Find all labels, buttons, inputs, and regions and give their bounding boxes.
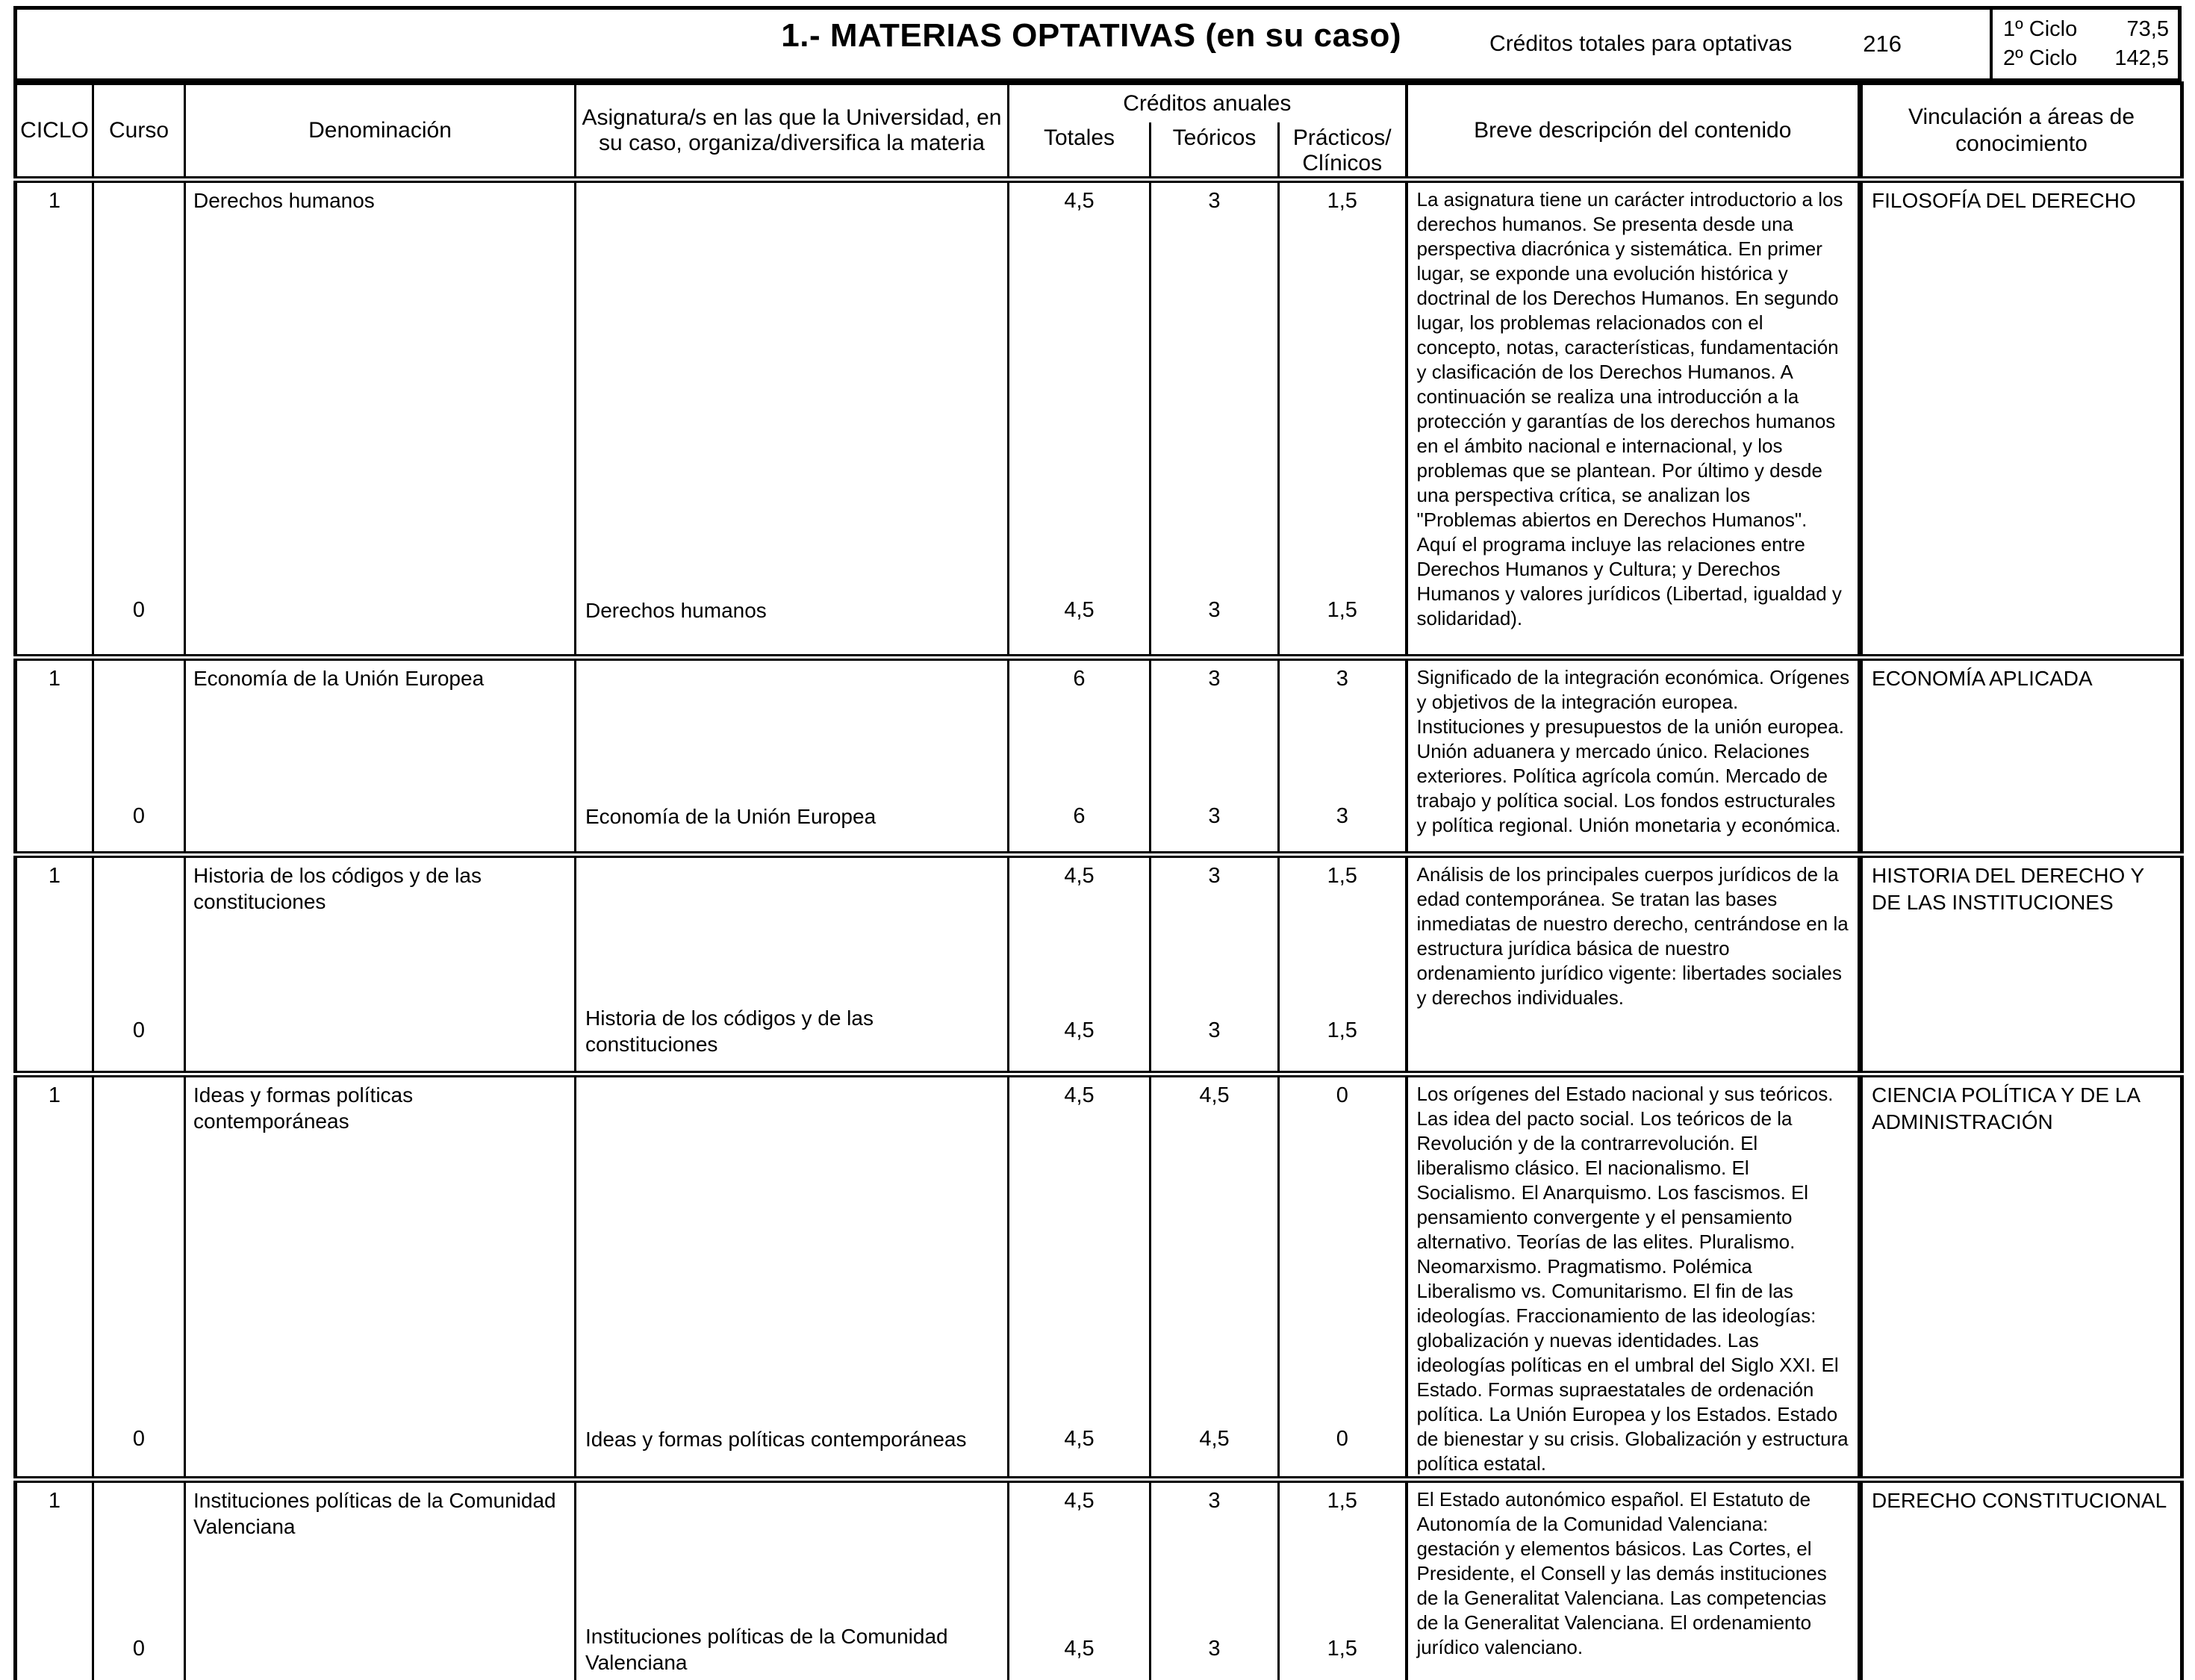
optativas-table (13, 81, 2184, 1680)
teoricos-cell: 3 (1151, 1479, 1279, 1612)
ciclo-cell: 1 (16, 1074, 93, 1403)
vinculacion-cell: ECONOMÍA APLICADA (1861, 657, 2182, 854)
curso-cell: 0 (93, 567, 185, 657)
curso-cell: 0 (93, 1612, 185, 1680)
cycle1-row (2003, 17, 2169, 42)
col-header-totales: Totales (1009, 122, 1151, 180)
descripcion-cell: El Estado autonómico español. El Estatuto de Autonomía de la Comunidad Valenciana: gestación y elementos básicos. Las Cortes, el Presidente, el Consell y las demás instituciones de la Generalitat Valenciana. Las competencias de la Generalitat Valenciana. El ordenamiento jurídico valenciano. (1407, 1479, 1861, 1680)
cycle2-row (2003, 46, 2169, 71)
col-header-curso: Curso (93, 84, 185, 180)
col-header-descripcion: Breve descripción del contenido (1407, 84, 1861, 180)
totales-cell: 4,5 (1009, 1403, 1151, 1479)
ciclo-cell: 1 (16, 1479, 93, 1612)
col-header-vinculacion: Vinculación a áreas de conocimiento (1861, 84, 2182, 180)
practicos-cell: 1,5 (1279, 179, 1407, 567)
col-header-practicos: Prácticos/ Clínicos (1279, 122, 1407, 180)
teoricos-cell: 3 (1151, 1612, 1279, 1680)
ciclo-cell: 1 (16, 657, 93, 783)
cycle1-value: 73,5 (2126, 17, 2169, 41)
vinculacion-cell: DERECHO CONSTITUCIONAL (1861, 1479, 2182, 1680)
totales-cell: 4,5 (1009, 992, 1151, 1074)
cycle1-label: 1º Ciclo (2003, 17, 2078, 41)
asignatura-cell: Historia de los códigos y de las constituciones (576, 992, 1009, 1074)
denominacion-cell: Economía de la Unión Europea (185, 657, 576, 783)
vinculacion-cell: CIENCIA POLÍTICA Y DE LA ADMINISTRACIÓN (1861, 1074, 2182, 1479)
totales-cell: 4,5 (1009, 567, 1151, 657)
cycle-credits-box (1990, 10, 2178, 78)
col-header-creditos-anuales: Créditos anuales (1009, 84, 1407, 122)
curso-cell-empty (93, 179, 185, 567)
asignatura-cell-empty (576, 179, 1009, 567)
materia-row (16, 854, 2182, 992)
practicos-cell: 3 (1279, 783, 1407, 854)
materia-row (16, 1074, 2182, 1403)
materia-row (16, 1479, 2182, 1612)
materia-row (16, 657, 2182, 783)
totales-cell: 4,5 (1009, 1612, 1151, 1680)
asignatura-cell: Derechos humanos (576, 567, 1009, 657)
teoricos-cell: 3 (1151, 179, 1279, 567)
teoricos-cell: 4,5 (1151, 1074, 1279, 1403)
teoricos-cell: 3 (1151, 992, 1279, 1074)
vinculacion-cell: HISTORIA DEL DERECHO Y DE LAS INSTITUCIONES (1861, 854, 2182, 1074)
asignatura-cell: Instituciones políticas de la Comunidad Valenciana (576, 1612, 1009, 1680)
denominacion-cell: Instituciones políticas de la Comunidad Valenciana (185, 1479, 576, 1612)
col-header-teoricos: Teóricos (1151, 122, 1279, 180)
practicos-cell: 1,5 (1279, 567, 1407, 657)
teoricos-cell: 3 (1151, 854, 1279, 992)
teoricos-cell: 3 (1151, 783, 1279, 854)
descripcion-cell: Los orígenes del Estado nacional y sus teóricos. Las idea del pacto social. Los teóricos de la Revolución y de la contrarrevolución. El liberalismo clásico. El nacionalismo. El Socialismo. El Anarquismo. Los fascismos. El pensamiento convergente y el pensamiento alternativo. Teorías de las elites. Pluralismo. Neomarxismo. Pragmatismo. Polémica Liberalismo vs. Comunitarismo. El fin de las ideologías. Fraccionamiento de las ideologías: globalización y nuevas identidades. Las ideologías políticas en el umbral del Siglo XXI. El Estado. Formas supraestatales de ordenación política. La Unión Europea y los Estados. Estado de bienestar y su crisis. Globalización y estructura política estatal. (1407, 1074, 1861, 1479)
descripcion-cell: Significado de la integración económica. Orígenes y objetivos de la integración europea. Instituciones y presupuestos de la unión europea. Unión aduanera y mercado único. Relaciones exteriores. Política agrícola común. Mercado de trabajo y política social. Los fondos estructurales y política regional. Unión monetaria y económica. (1407, 657, 1861, 854)
descripcion-cell: Análisis de los principales cuerpos jurídicos de la edad contemporánea. Se tratan las bases inmediatas de nuestro derecho, centrándose en la estructura jurídica básica de nuestro ordenamiento jurídico vigente: libertades sociales y derechos individuales. (1407, 854, 1861, 1074)
cycle2-value: 142,5 (2114, 46, 2169, 70)
practicos-cell: 0 (1279, 1403, 1407, 1479)
totales-cell: 4,5 (1009, 854, 1151, 992)
curso-cell: 0 (93, 1403, 185, 1479)
asignatura-cell: Economía de la Unión Europea (576, 783, 1009, 854)
scanned-curriculum-sheet (13, 6, 2182, 1680)
descripcion-cell: La asignatura tiene un carácter introductorio a los derechos humanos. Se presenta desde una perspectiva diacrónica y sistemática. En primer lugar, se exponde una evolución histórica y doctrinal de los Derechos Humanos. En segundo lugar, los problemas relacionados con el concepto, notas, características, fundamentación y clasificación de los Derechos Humanos. A continuación se realiza una introducción a la protección y garantías de los derechos humanos en el ámbito nacional e internacional, y los problemas que se plantean. Por último y desde una perspectiva crítica, se analizan los "Problemas abiertos en Derechos Humanos". Aquí el programa incluye las relaciones entre Derechos Humanos y Cultura; y Derechos Humanos y valores jurídicos (Libertad, igualdad y solidaridad). (1407, 179, 1861, 657)
practicos-cell: 1,5 (1279, 854, 1407, 992)
col-header-ciclo: CICLO (16, 84, 93, 180)
title-bar (13, 6, 2182, 82)
credits-total-value: 216 (1863, 31, 1902, 57)
asignatura-cell: Ideas y formas políticas contemporáneas (576, 1403, 1009, 1479)
practicos-cell: 1,5 (1279, 1479, 1407, 1612)
teoricos-cell: 4,5 (1151, 1403, 1279, 1479)
header-row-1 (16, 84, 2182, 122)
denominacion-cell: Historia de los códigos y de las constituciones (185, 854, 576, 992)
totales-cell: 6 (1009, 657, 1151, 783)
denominacion-cell: Ideas y formas políticas contemporáneas (185, 1074, 576, 1403)
ciclo-cell: 1 (16, 854, 93, 992)
col-header-asignatura: Asignatura/s en las que la Universidad, en su caso, organiza/diversifica la materia (576, 84, 1009, 180)
totales-cell: 6 (1009, 783, 1151, 854)
totales-cell: 4,5 (1009, 179, 1151, 567)
curso-cell: 0 (93, 992, 185, 1074)
ciclo-cell: 1 (16, 179, 93, 567)
denominacion-cell: Derechos humanos (185, 179, 576, 567)
totales-cell: 4,5 (1009, 1074, 1151, 1403)
vinculacion-cell: FILOSOFÍA DEL DERECHO (1861, 179, 2182, 657)
teoricos-cell: 3 (1151, 657, 1279, 783)
cycle2-label: 2º Ciclo (2003, 46, 2078, 70)
credits-total-label: Créditos totales para optativas (1489, 31, 1793, 56)
totales-cell: 4,5 (1009, 1479, 1151, 1612)
col-header-denominacion: Denominación (185, 84, 576, 180)
practicos-cell: 1,5 (1279, 992, 1407, 1074)
practicos-cell: 3 (1279, 657, 1407, 783)
practicos-cell: 0 (1279, 1074, 1407, 1403)
curso-cell: 0 (93, 783, 185, 854)
credits-total-group (1489, 31, 1902, 57)
materia-row (16, 179, 2182, 567)
teoricos-cell: 3 (1151, 567, 1279, 657)
practicos-cell: 1,5 (1279, 1612, 1407, 1680)
page-title: 1.- MATERIAS OPTATIVAS (en su caso) (781, 17, 1402, 54)
